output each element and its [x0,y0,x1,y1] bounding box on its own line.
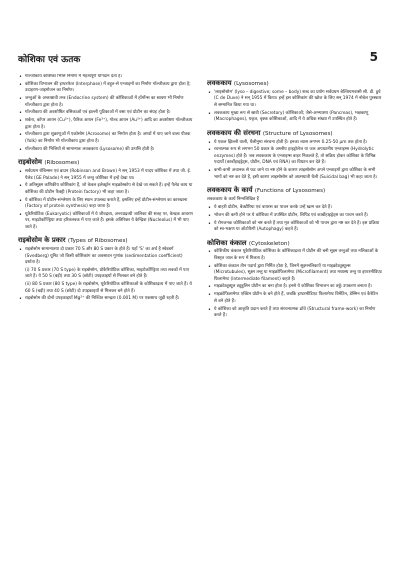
list-item: • गॉल्जीकाय की भित्तियों से सामान्यतः लवककाय (Lysosome) की उत्पत्ति होती है। [18,147,193,153]
page-number: 5 [369,50,378,64]
list-item: • राइबोसोम की दोनों उपइकाइयाँ Mg²⁺ की निश्चित सान्द्रता (0.001 M) पर एकसाथ जुड़ी रहती हैं। [18,296,193,302]
section-heading-lysosome-structure [207,129,382,138]
section-heading-cytoskeleton [207,239,382,248]
chapter-title: कोशिका एवं ऊतक [18,55,81,65]
list-item: • गॉल्जीकाय द्वारा शुक्राणुओं में एक्रोसोम (Acrosome) का निर्माण होता है। अण्डों में पाए जाने वाला पीतक (Yolk) का निर्माण भी गॉल्जीकाय द्वारा होता है। [18,132,193,145]
cytoskeleton-points [207,249,382,319]
heading-text: राइबोसोम [18,158,42,167]
list-item: • ये अतिसूक्ष्म कणिकीय कोशिकांग हैं, जो केवल इलेक्ट्रॉन माइक्रोस्कोप से देखे जा सकते हैं। इन्हें पैलेड काय या कोशिका की प्रोटीन फैक्ट्री (Protein factory) भी कहा जाता है। [18,183,193,196]
structure-points [207,140,382,181]
list-item: • कोशिका कंकाल तीन पदार्थ द्वारा निर्मित होता है, जिनमें सूक्ष्मनलिकाएँ या माइक्रोट्यूब्यूल्स (Microtubules), सूक्ष्म तन्तु या माइक्रोफिलामेण्ट (Microfilament) तथा मध्यस्थ तन्तु या इण्टरमीडिएट फिलामेण्ट (Intermediate filament) कहते हैं। [207,264,382,283]
list-item: • 'लाइसोसोम' (lyso – digestive; some – body) शब्द का प्रयोग सर्वप्रथम बेल्जियमवासी सी. डी. डुवे (C de Duve) ने सन् 1955 में किया। इन्हें इस कोशिकांग की खोज के लिए सन् 1974 में नोबेल पुरस्कार से सम्मानित किया गया था। [207,90,382,109]
sub-point: (i) 70 S प्रकार (70 S type) के राइबोसोम, प्रोकैरियोटिक कोशिका, माइटोकॉण्ड्रिया तथा लवकों में पाए जाते हैं। ये 50 S (बड़ी) तथा 30 S (छोटी) उपइकाइयों से मिलकर बने होते हैं। [25,267,189,280]
ribosome-points [18,169,193,231]
heading-text-en: (Functions of Lysosomes) [254,187,326,194]
list-item: • ये कोशिका को आकृति प्रदान करते हैं तथा संरचनात्मक ढाँचे (Structural frame-work) का निर्माण करते हैं। [207,307,382,320]
function-points [207,205,382,234]
list-item: • भोजन की कमी होने पर ये कोशिका में उपस्थित प्रोटीन, लिपिड एवं कार्बोहाइड्रेट्स का पाचन करते हैं। [207,213,382,219]
section-heading-ribosome-types [18,236,193,245]
list-item: • यूकैरियोटिक (Eukaryotic) कोशिकाओं में ये जीवद्रव्य, अन्तःप्रद्रव्यी जालिका की सतह पर, केन्द्रक आवरण पर, माइटोकॉण्ड्रिया तथा हरितलवक में पाए जाते हैं। इसके अतिरिक्त ये केन्द्रिक (Nucleolus) में भी पाए जाते हैं। [18,212,193,231]
ribosome-type-last [18,296,193,302]
heading-text: लवककाय [207,79,232,87]
list-item: • रचनात्मक रूप से लगभग 50 प्रकार के अम्लीय हाइड्रोलेज या जल अपघटनीय एन्जाइम्स (Hydrolytic enzymes) होते हैं। जब लवककाय के एन्जाइम्स बाहर निकलते हैं, तो सक्रिय होकर कोशिका के विभिन्न पदार्थों (कार्बोहाइड्रेट्स, प्रोटीन, DNA एवं RNA) का विघटन कर देते हैं। [207,147,382,166]
list-item: • गॉल्जीकाय की अवशोषित वसिकाओं एवं झल्ली पुटिकाओं में वसा एवं प्रोटीन का संग्रह होता है। [18,110,193,116]
heading-text: लवककाय की संरचना [207,128,261,137]
right-column [207,74,382,560]
list-item: • गॉल्जीकाय कोशिका भित्ति निर्माण में महत्वपूर्ण योगदान देता है। [18,74,193,80]
section-heading-lysosome-functions [207,186,382,195]
heading-text: कोशिका कंकाल [207,238,247,247]
list-item: • ये एकल झिल्ली वाली, थैलीनुमा संरचना होती हैं। इनका व्यास लगभग 0.25-50 µm तक होता है। [207,140,382,146]
lysosome-points [207,90,382,124]
left-column [18,74,193,560]
list-item: • सर्वप्रथम रॉबिन्सन एवं ब्राउन (Robinson and Brown) ने सन् 1953 में पादप कोशिका में तथा जी. ई. पैलेड (GE Palade) ने सन् 1955 में जन्तु कोशिका में इन्हें देखा था। [18,169,193,182]
list-item: • ये बाहरी प्रोटीन, बैक्टीरिया एवं वायरस का पाचन करके उन्हें खत्म कर देते हैं। [207,205,382,211]
heading-text-en: (Ribosomes) [44,160,80,167]
list-item: • कोशिका विभाजन की इण्टरफेज (Interphase) में बहुत-से एन्जाइमों का निर्माण गॉल्जीकाय द्वारा होता है; उदाहरण-जाइमोजन का निर्माण। [18,82,193,95]
list-item: • कोशिकीय कंकाल यूकैरियोटिक कोशिका के कोशिकाद्रव्य में प्रोटीन की बनी सूक्ष्म तन्तुओं तथा नलिकाओं के विस्तृत जाल के रूप में मिलता है। [207,249,382,262]
heading-text: लवककाय के कार्य [207,185,253,194]
golgi-points [18,74,193,153]
section-heading-ribosomes [18,158,193,167]
list-item: • राइबोसोम सामान्यतया दो प्रकार 70 S और 80 S प्रकार के होते हैं। यहाँ 'S' का अर्थ है स्वेडबर्ग (Svedberg) यूनिट जो किसी कोशिकांग का अवसादन गुणांक (sedimentation coefficient) दर्शाता है। [18,247,193,266]
section-heading-lysosomes [207,79,382,88]
two-column-body [18,74,382,560]
list-item: • ये रोगजनक कोशिकाओं को नष्ट करते हैं तथा मृत कोशिकाओं को भी पाचन द्वारा नष्ट कर देते हैं। इस प्रक्रिया को स्व-भक्षण या ऑटोफैगी (Autophagy) कहते हैं। [207,221,382,234]
page-header [18,52,378,66]
ribosome-type-points [18,247,193,266]
heading-text: राइबोसोम के प्रकार [18,236,66,245]
functions-intro: लवककाय के कार्य निम्नलिखित हैं [207,196,259,202]
list-item: • शर्करा, कॉपर आयन (Cu²⁺), फैरिक आयन (Fe³⁺), गोल्ड आयन (Au³⁺) आदि का अवशोषण गॉल्जीकाय द्वारा होता है। [18,118,193,131]
heading-text-en: (Types of Ribosomes) [67,238,128,245]
list-item: • माइक्रोट्यूब्यूल ट्यूबुलिन प्रोटीन का बना होता है। इनसे ये कोशिका विभाजन का तर्कु उपकरण बनाता है। [207,284,382,290]
sub-point: (ii) 80 S प्रकार (80 S type) के राइबोसोम, यूकैरियोटिक कोशिकाओं के कोशिकाद्रव्य में पाए जाते हैं। ये 60 S (बड़ी) तथा 40 S (छोटी) दो उपइकाइयों से मिलकर बने होते हैं। [25,282,192,294]
list-item: • ये कोशिका में प्रोटीन-संश्लेषण के लिए स्थान उपलब्ध कराते हैं, इसलिए इन्हें प्रोटीन-संश्लेषण का कारखाना (Factory of protein synthesis) कहा जाता है। [18,198,193,211]
heading-text-en: (Cytoskeleton) [248,240,290,247]
list-item: • लवककाय मुख्य रूप से स्रावी (Secretory) कोशिकाओं; जैसे-अग्न्याशय (Pancreas), भक्षकाणु (Macrophages), यकृत, वृक्क कोशिकाओं, आदि में ये अधिक संख्या में उपस्थित होते हैं। [207,111,382,124]
list-item: • कभी-कभी अचानक से फट जाने या नष्ट होने के कारण लाइसोसोम अपने एन्जाइमों द्वारा कोशिका के सभी भागों को नष्ट कर देते हैं, इसी कारण लाइसोसोम को आत्मघाती थैली (Suicidal bag) भी कहा जाता है। [207,168,382,181]
heading-text-en: (Lysosomes) [233,81,269,87]
list-item: • माइक्रोफिलामेण्ट एक्टिन प्रोटीन के बने होते हैं, जबकि इण्टरमीडिएट फिलामेण्ट विमेंटिन, डेस्मिन एवं कैरेटिन से बने होते हैं। [207,292,382,305]
heading-text-en: (Structure of Lysosomes) [262,130,333,137]
list-item: • जन्तुओं के अन्तःस्रावी तन्त्र (Endocrine system) की कोशिकाओं में हॉर्मोन्स का स्रावण भी निर्माण गॉल्जीकाय द्वारा होता है। [18,96,193,109]
